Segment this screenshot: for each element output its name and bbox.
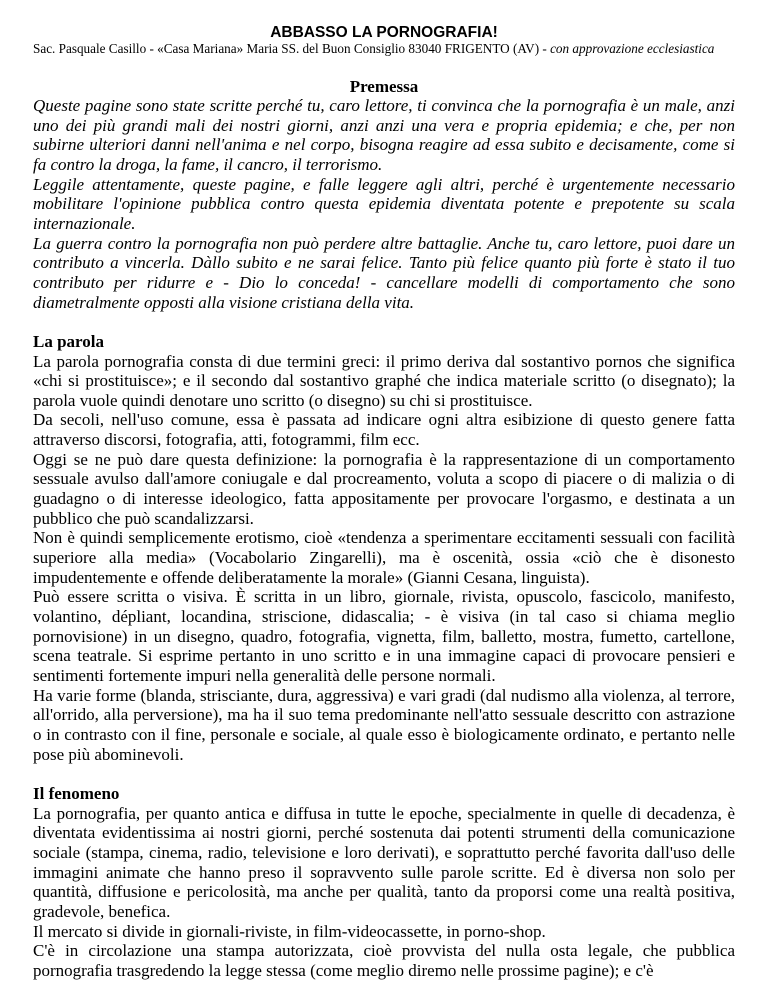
la-parola-paragraph: La parola pornografia consta di due termini greci: il primo deriva dal sostantivo pornos che significa «chi si prostituisce»; e il secondo dal sostantivo graphé che indica materiale scritto (o disegnato); la parola vuole quindi denotare uno scritto (o disegno) su chi si prostituisce. [33,351,735,410]
paragraph-gap [33,312,735,332]
il-fenomeno-paragraph: C'è in circolazione una stampa autorizzata, cioè provvista del nulla osta legale, che pubblica pornografia trasgredendo la legge stessa (come meglio diremo nelle prossime pagine); e c'è [33,941,735,980]
la-parola-paragraph: Oggi se ne può dare questa definizione: la pornografia è la rappresentazione di un comportamento sessuale avulso dall'amore coniugale e dal procreamento, voluta a scopo di piacere o di malizia o di guadagno o di interesse ideologico, fatta appositamente per provocare l'orgasmo, e destinata a un pubblico che può scandalizzarsi. [33,449,735,528]
la-parola-paragraph: Da secoli, nell'uso comune, essa è passata ad indicare ogni altra esibizione di questo genere fatta attraverso discorsi, fotografia, atti, fotogrammi, film ecc. [33,410,735,450]
il-fenomeno-paragraph: Il mercato si divide in giornali-riviste, in film-videocassette, in porno-shop. [33,921,546,941]
section-heading-la-parola: La parola [33,331,105,351]
la-parola-paragraph: Può essere scritta o visiva. È scritta in un libro, giornale, rivista, opuscolo, fascicolo, manifesto, volantino, dépliant, locandina, striscione, didascalia; - è visiva (in tal caso si chiama meglio pornovisione) in un disegno, quadro, fotografia, vignetta, film, balletto, mostra, fumetto, cartellone, scena teatrale. Si esprime pertanto in uno scritto e in una immagine capaci di provocare pensieri e sentimenti fortemente impuri nella generalità delle persone normali. [33,587,735,686]
paragraph-gap [33,764,735,784]
premessa-paragraph: La guerra contro la pornografia non può perdere altre battaglie. Anche tu, caro lettore, puoi dare un contributo a vincerla. Dàllo subito e ne sarai felice. Tanto più felice quanto più forte è stato il tuo contributo per ridurre e - Dio lo conceda! - cancellare modelli di comportamento che sono diametralmente opposti alla visione cristiana della vita. [33,233,735,312]
author-line [33,41,735,57]
author-text: Sac. Pasquale Casillo - «Casa Mariana» Maria SS. del Buon Consiglio 83040 FRIGENTO (AV) - [33,41,547,56]
document-title: ABBASSO LA PORNOGRAFIA! [270,24,498,41]
la-parola-paragraph: Ha varie forme (blanda, strisciante, dura, aggressiva) e vari gradi (dal nudismo alla violenza, al terrore, all'orrido, alla perversione), ma ha il suo tema predominante nell'atto sessuale descritto con astrazione o in contrasto con il fine, personale e sociale, al quale esso è biologicamente ordinato, e pertanto nelle pose più abominevoli. [33,685,735,764]
section-heading-il-fenomeno: Il fenomeno [33,783,120,803]
la-parola-paragraph: Non è quindi semplicemente erotismo, cioè «tendenza a sperimentare eccitamenti sessuali con facilità superiore alla media» (Vocabolario Zingarelli), ma è oscenità, ossia «ciò che è disonesto impudentemente e offende deliberatamente la morale» (Gianni Cesana, linguista). [33,528,735,587]
premessa-heading: Premessa [349,77,419,96]
il-fenomeno-paragraph: La pornografia, per quanto antica e diffusa in tutte le epoche, specialmente in quelle di decadenza, è diventata evidentissima ai nostri giorni, perché sostenuta dai potenti strumenti della comunicazione sociale (stampa, cinema, radio, televisione e loro derivati), e soprattutto perché favorita dall'uso delle immagini animate che hanno preso il sopravvento sulle parole scritte. Ed è diversa non solo per quantità, diffusione e pericolosità, ma anche per qualità, tanto da proporsi come una realtà positiva, gradevole, benefica. [33,803,735,921]
approval-text: con approvazione ecclesiastica [550,41,715,56]
document-body [33,96,735,981]
premessa-paragraph: Leggile attentamente, queste pagine, e falle leggere agli altri, perché è urgentemente necessario mobilitare l'opinione pubblica contro questa epidemia diventata potente e prepotente su scala internazionale. [33,174,735,233]
premessa-paragraph: Queste pagine sono state scritte perché tu, caro lettore, ti convinca che la pornografia è un male, anzi uno dei più grandi mali dei nostri giorni, anzi anzi una vera e propria epidemia; e che, per non subirne ulteriori danni nell'anima e nel corpo, bisogna reagire ad essa subito e decisamente, come si fa contro la droga, la fame, il cancro, il terrorismo. [33,96,735,174]
